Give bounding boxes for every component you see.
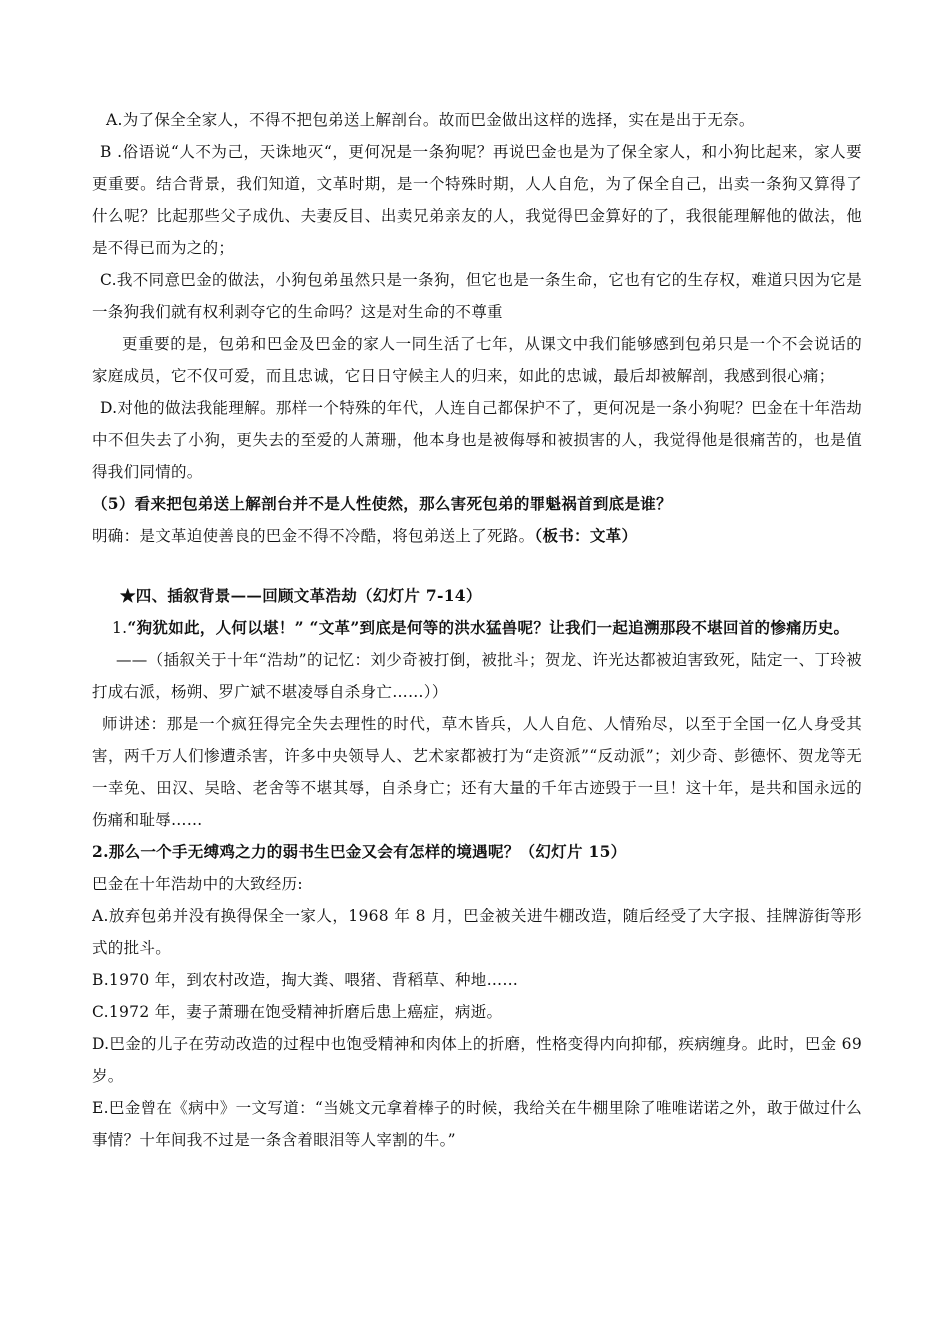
answer-text: 明确：是文革迫使善良的巴金不得不冷酷，将包弟送上了死路。 [92,527,535,545]
experience-item-b: B.1970 年，到农村改造，掏大粪、喂猪、背稻草、种地…… [92,971,519,989]
insert-narration-paragraph: ——（插叙关于十年“浩劫”的记忆：刘少奇被打倒，被批斗；贺龙、许光达都被迫害致死，陆定一、丁玲被打成右派，杨朔、罗广斌不堪凌辱自杀身亡……）） [92,651,862,701]
option-c-continuation-paragraph: 更重要的是，包弟和巴金及巴金的家人一同生活了七年，从课文中我们能够感到包弟只是一个不会说话的家庭成员，它不仅可爱，而且忠诚，它日日守候主人的归来，如此的忠诚，最后却被解剖，我感到很心痛； [92,335,862,385]
option-c-paragraph: C.我不同意巴金的做法，小狗包弟虽然只是一条狗，但它也是一条生命，它也有它的生存权，难道只因为它是一条狗我们就有权利剥夺它的生命吗？这是对生命的不尊重 [92,271,862,321]
document-body [92,104,862,1156]
section-gap [92,552,862,580]
experience-item-d: D.巴金的儿子在劳动改造的过程中也饱受精神和肉体上的折磨，性格变得内向抑郁，疾病缠身。此时，巴金 69 岁。 [92,1035,862,1085]
experience-item-a: A.放弃包弟并没有换得保全一家人，1968 年 8 月，巴金被关进牛棚改造，随后经受了大字报、挂牌游街等形式的批斗。 [92,907,862,957]
teacher-narration-paragraph: 师讲述：那是一个疯狂得完全失去理性的时代，草木皆兵，人人自危、人情殆尽，以至于全国一亿人身受其害，两千万人们惨遭杀害，许多中央领导人、艺术家都被打为“走资派”“反动派”；刘少奇、彭德怀、贺龙等无一幸免、田汉、吴晗、老舍等不堪其辱，自杀身亡；还有大量的千年古迹毁于一旦！这十年，是共和国永远的伤痛和耻辱…… [92,715,862,829]
answer-board-note: （板书：文革） [534,526,638,545]
question-5: （5）看来把包弟送上解剖台并不是人性使然，那么害死包弟的罪魁祸首到底是谁？ [92,494,672,513]
experience-item-c: C.1972 年，妻子萧珊在饱受精神折磨后患上癌症，病逝。 [92,1003,503,1021]
question-1 [92,612,862,644]
option-d-paragraph: D.对他的做法我能理解。那样一个特殊的年代，人连自己都保护不了，更何况是一条小狗呢？巴金在十年浩劫中不但失去了小狗，更失去的至爱的人萧珊，他本身也是被侮辱和被损害的人，我觉得他是很痛苦的，也是值得我们同情的。 [92,399,862,481]
section-4-heading: ★四、插叙背景——回顾文革浩劫（幻灯片 7-14） [120,586,482,605]
option-b-paragraph: B .俗语说“人不为己，天诛地灭“，更何况是一条狗呢？再说巴金也是为了保全家人，和小狗比起来，家人要更重要。结合背景，我们知道，文革时期，是一个特殊时期，人人自危，为了保全自己，出卖一条狗又算得了什么呢？比起那些父子成仇、夫妻反目、出卖兄弟亲友的人，我觉得巴金算好的了，我很能理解他的做法，他是不得已而为之的； [92,143,862,257]
option-a-paragraph: A.为了保全全家人，不得不把包弟送上解剖台。故而巴金做出这样的选择，实在是出于无奈。 [106,111,755,129]
experience-title: 巴金在十年浩劫中的大致经历: [92,875,303,893]
question-2: 2.那么一个手无缚鸡之力的弱书生巴金又会有怎样的境遇呢？（幻灯片 15） [92,842,627,861]
answer-paragraph [92,520,862,552]
experience-item-e: E.巴金曾在《病中》一文写道：“当姚文元拿着棒子的时候，我给关在牛棚里除了唯唯诺诺之外，敢于做过什么事情？十年间我不过是一条含着眼泪等人宰割的牛。” [92,1099,862,1149]
question-1-number: 1. [112,619,128,637]
question-1-text: “狗犹如此，人何以堪！” “文革”到底是何等的洪水猛兽呢？让我们一起追溯那段不堪回首的惨痛历史。 [127,618,850,637]
